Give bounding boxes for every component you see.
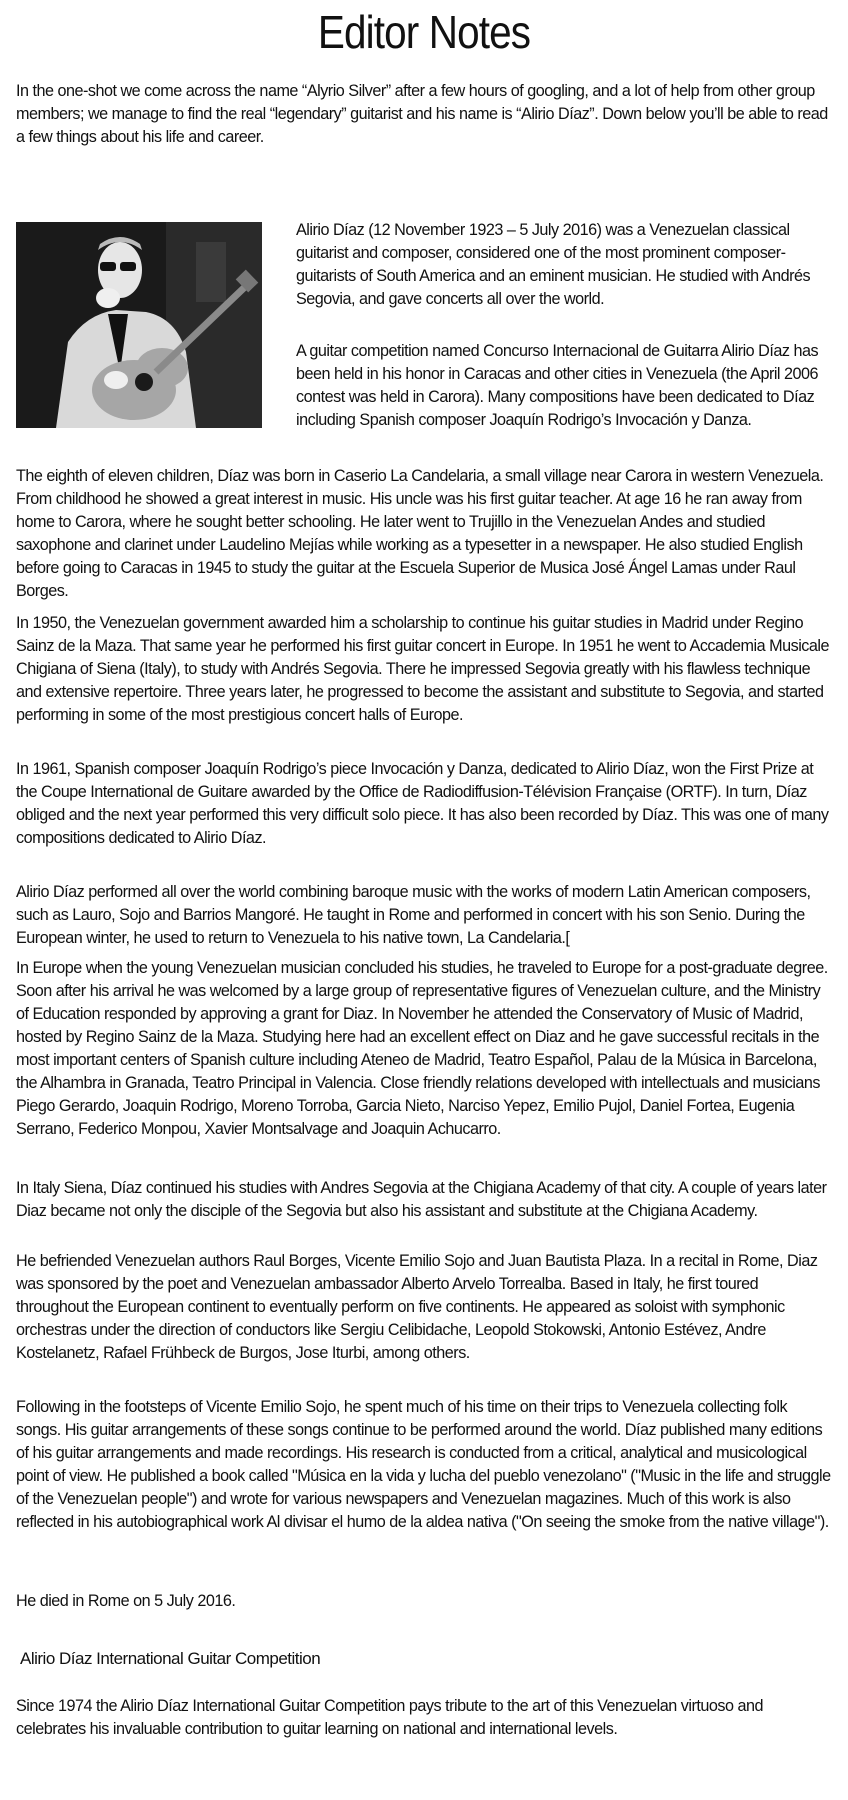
rodrigo-1961-paragraph: In 1961, Spanish composer Joaquín Rodrigo’s piece Invocación y Danza, dedicated to Alirio Díaz, won the First Prize at the Coupe International de Guitare awarded by the Office de Radiodiffusion-Télévision Française (ORTF). In turn, Díaz obliged and the next year performed this very difficult solo piece. It has also been recorded by Díaz. This was one of many compositions dedicated to Alirio Díaz. <box>16 760 829 847</box>
competition-heading: Alirio Díaz International Guitar Competition <box>20 1649 321 1668</box>
competition-paragraph: Since 1974 the Alirio Díaz International Guitar Competition pays tribute to the art of this Venezuelan virtuoso and celebrates his invaluable contribution to guitar learning on national and international levels. <box>16 1697 763 1738</box>
europe-studies-paragraph: In Europe when the young Venezuelan musician concluded his studies, he traveled to Europe for a post-graduate degree. Soon after his arrival he was welcomed by a large group of representative figures of Venezuelan culture, and the Ministry of Education responded by approving a grant for Diaz. In November he attended the Conservatory of Music of Madrid, hosted by Regino Sainz de la Maza. Studying here had an excellent effect on Diaz and he gave successful recitals in the most important centers of Spanish culture including Ateneo de Madrid, Teatro Español, Palau de la Música in Barcelona, the Alhambra in Granada, Teatro Principal in Valencia. Close friendly relations developed with intellectuals and musicians Piego Gerardo, Joaquin Rodrigo, Moreno Torroba, Garcia Nieto, Narciso Yepez, Emilio Pujol, Daniel Fortea, Eugenia Serrano, Federico Monpou, Xavier Montsalvage and Joaquin Achucarro. <box>16 959 828 1138</box>
guitarist-photo-icon <box>16 222 262 428</box>
intro-paragraph: In the one-shot we come across the name “Alyrio Silver” after a few hours of googling, and a lot of help from other group members; we manage to find the real “legendary” guitarist and his name is “Alirio Díaz”. Down below you’ll be able to read a few things about his life and career. <box>16 82 828 146</box>
italy-siena-paragraph: In Italy Siena, Díaz continued his studies with Andres Segovia at the Chigiana Academy of that city. A couple of years later Diaz became not only the disciple of the Segovia but also his assistant and substitute at the Chigiana Academy. <box>16 1179 827 1220</box>
death-paragraph: He died in Rome on 5 July 2016. <box>16 1592 236 1610</box>
folk-songs-paragraph: Following in the footsteps of Vicente Emilio Sojo, he spent much of his time on their trips to Venezuela collecting folk songs. His guitar arrangements of these songs continue to be performed around the world. Díaz published many editions of his guitar arrangements and made recordings. His research is conducted from a critical, analytical and musicological point of view. He published a book called "Música en la vida y lucha del pueblo venezolano" ("Music in the life and struggle of the Venezuelan people") and wrote for various newspapers and Venezuelan magazines. Much of this work is also reflected in his autobiographical work Al divisar el humo de la aldea nativa ("On seeing the smoke from the native village"). <box>16 1398 831 1531</box>
bio-summary-paragraph: Alirio Díaz (12 November 1923 – 5 July 2016) was a Venezuelan classical guitarist and composer, considered one of the most prominent composer-guitarists of South America and an eminent musician. He studied with Andrés Segovia, and gave concerts all over the world. <box>296 221 811 308</box>
page-title: Editor Notes <box>317 6 531 58</box>
world-performances-paragraph: Alirio Díaz performed all over the world combining baroque music with the works of modern Latin American composers, such as Lauro, Sojo and Barrios Mangoré. He taught in Rome and performed in concert with his son Senio. During the European winter, he used to return to Venezuela to his native town, La Candelaria.[ <box>16 883 811 947</box>
competition-summary-paragraph: A guitar competition named Concurso Internacional de Guitarra Alirio Díaz has been held in his honor in Caracas and other cities in Venezuela (the April 2006 contest was held in Carora). Many compositions have been dedicated to Díaz including Spanish composer Joaquín Rodrigo’s Invocación y Danza. <box>296 342 819 429</box>
venezuelan-authors-paragraph: He befriended Venezuelan authors Raul Borges, Vicente Emilio Sojo and Juan Bautista Plaza. In a recital in Rome, Diaz was sponsored by the poet and Venezuelan ambassador Alberto Arvelo Torrealba. Based in Italy, he first toured throughout the European continent to eventually perform on five continents. He appeared as soloist with symphonic orchestras under the direction of conductors like Sergiu Celibidache, Leopold Stokowski, Antonio Estévez, Andre Kostelanetz, Rafael Frühbeck de Burgos, Jose Iturbi, among others. <box>16 1252 818 1362</box>
studies-1950-paragraph: In 1950, the Venezuelan government awarded him a scholarship to continue his guitar studies in Madrid under Regino Sainz de la Maza. That same year he performed his first guitar concert in Europe. In 1951 he went to Accademia Musicale Chigiana of Siena (Italy), to study with Andrés Segovia. There he impressed Segovia greatly with his flawless technique and extensive repertoire. Three years later, he progressed to become the assistant and substitute to Segovia, and started performing in some of the most prestigious concert halls of Europe. <box>16 614 829 724</box>
early-life-paragraph: The eighth of eleven children, Díaz was born in Caserio La Candelaria, a small village near Carora in western Venezuela. From childhood he showed a great interest in music. His uncle was his first guitar teacher. At age 16 he ran away from home to Carora, where he sought better schooling. He later went to Trujillo in the Venezuelan Andes and studied saxophone and clarinet under Laudelino Mejías while working as a typesetter in a newspaper. He also studied English before going to Caracas in 1945 to study the guitar at the Escuela Superior de Musica José Ángel Lamas under Raul Borges. <box>16 467 824 600</box>
